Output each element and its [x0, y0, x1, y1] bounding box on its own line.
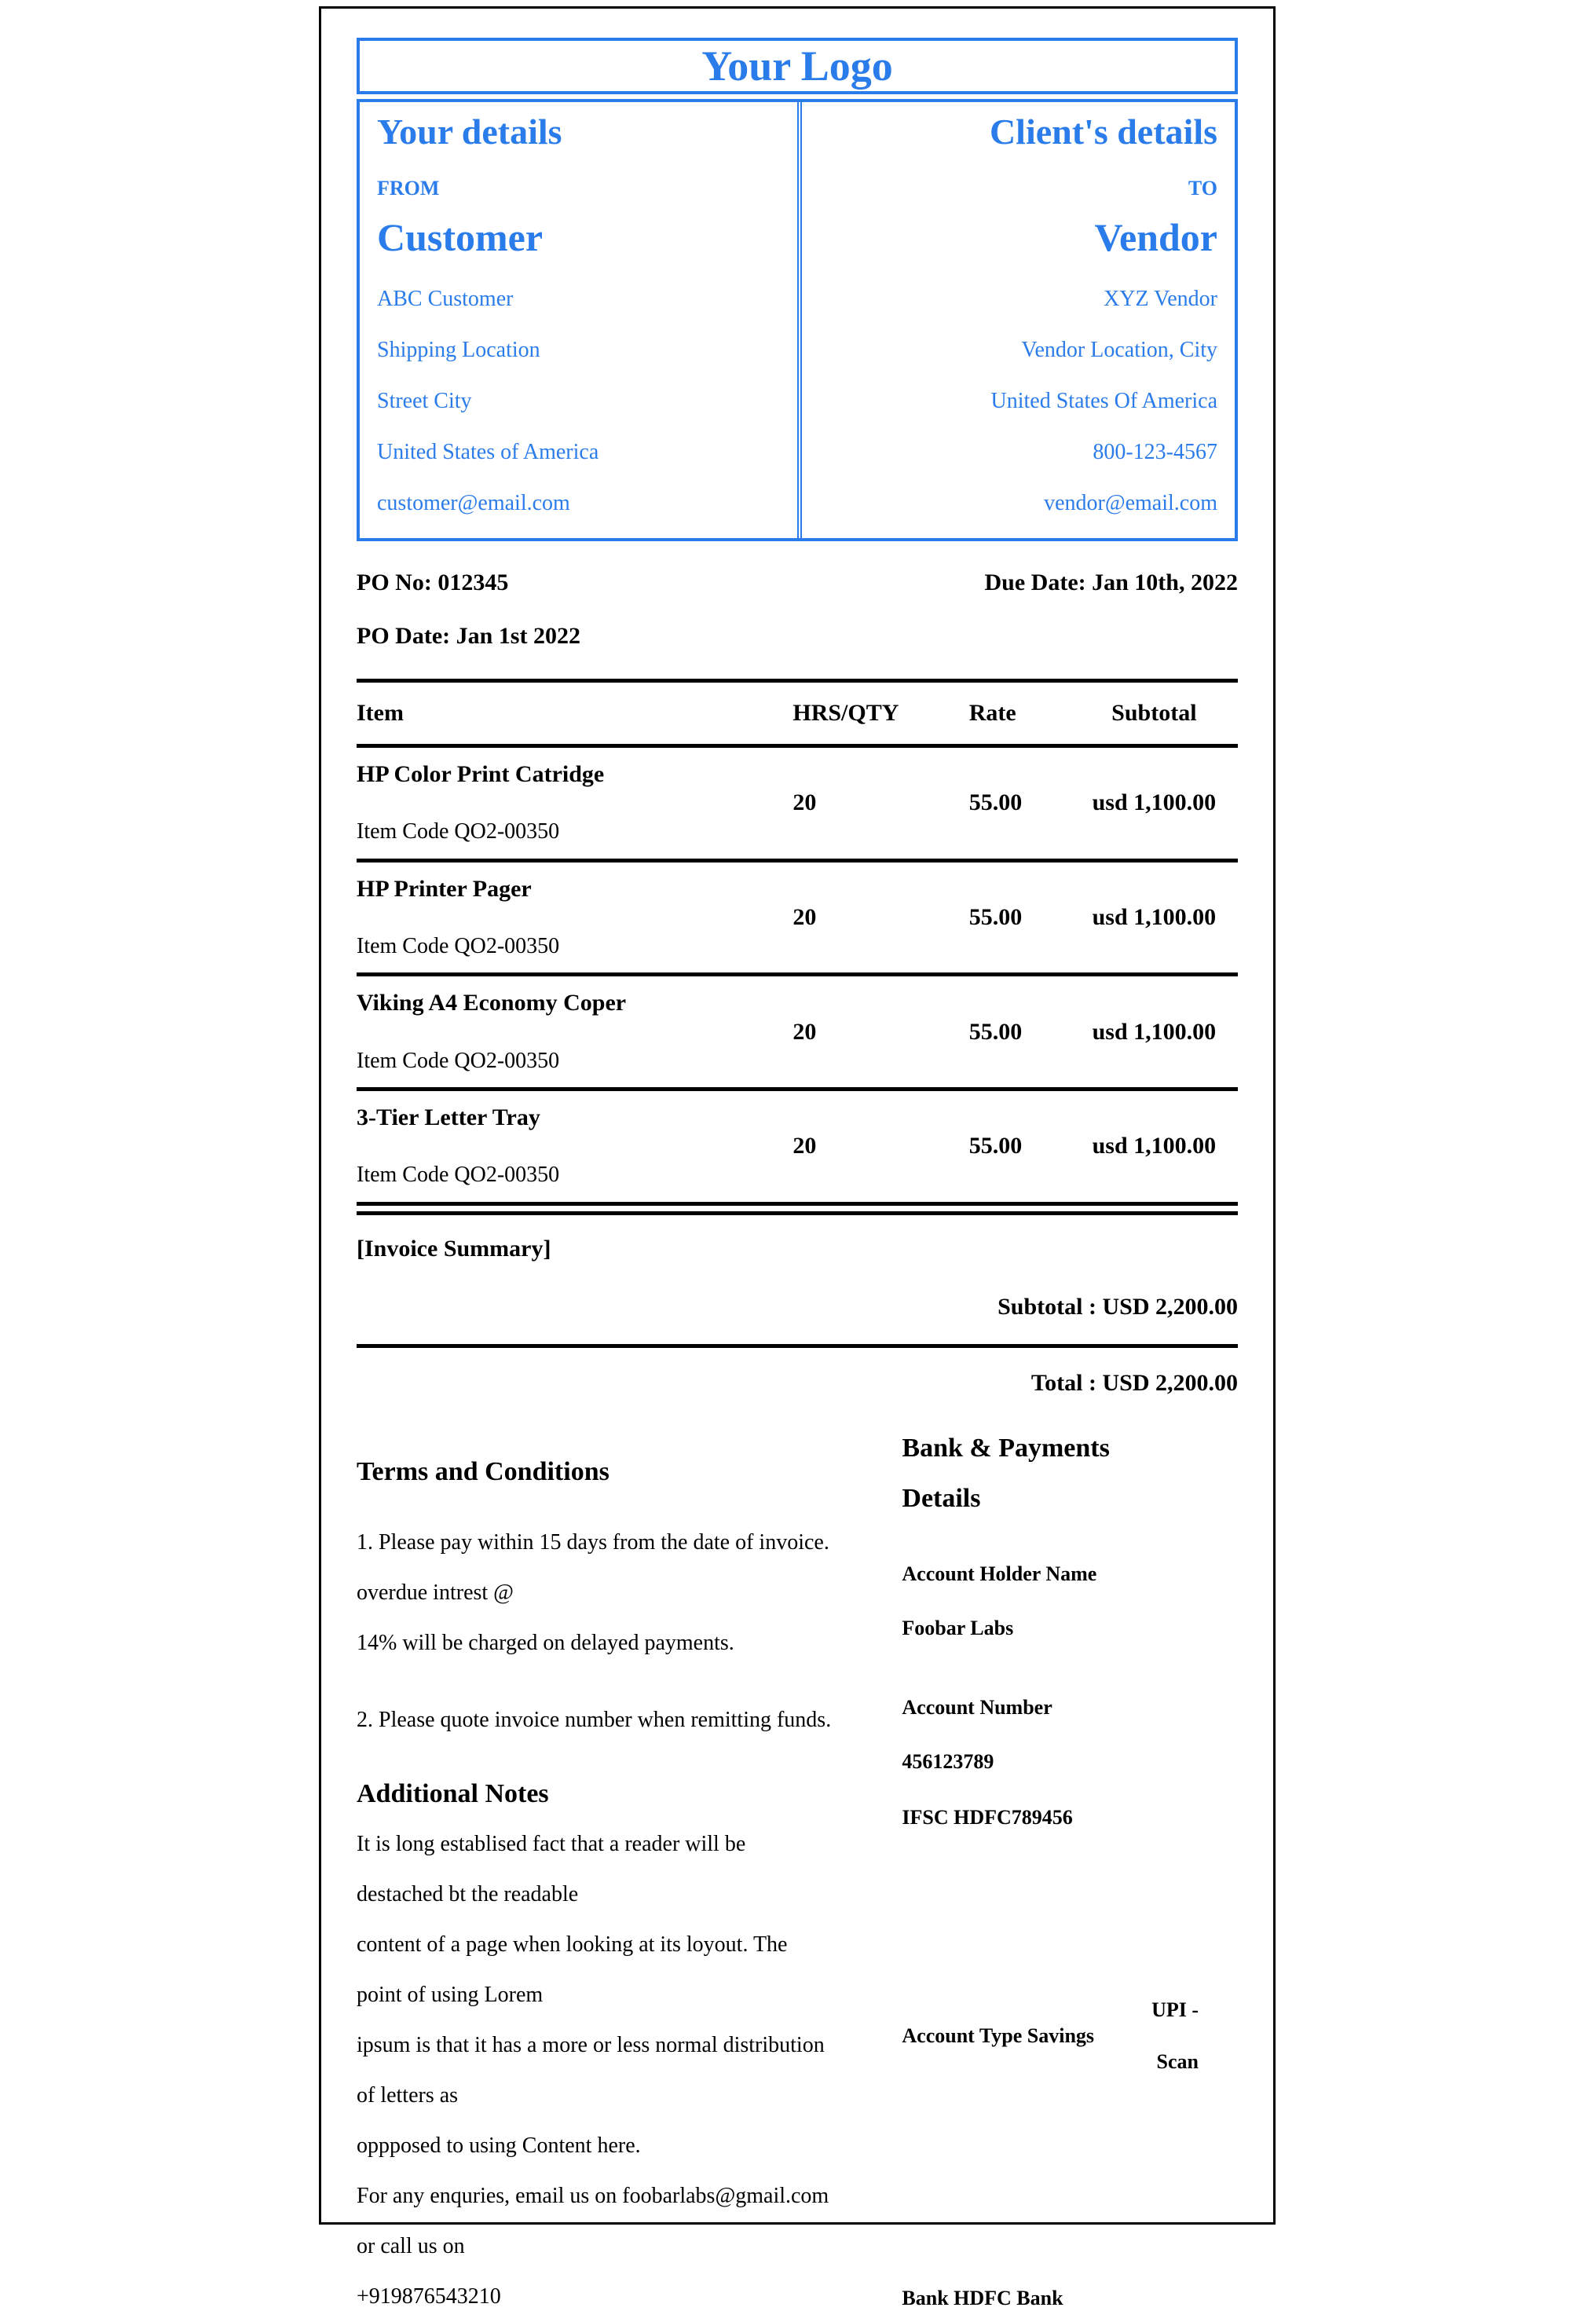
ifsc-value: IFSC HDFC789456	[902, 1806, 1073, 1829]
notes-line: content of a page when looking at its loyout. The	[357, 1932, 788, 1957]
your-details-column	[360, 102, 797, 538]
item-cell	[357, 990, 793, 1074]
vendor-line: United States Of America	[990, 388, 1217, 413]
header-qty: HRS/QTY	[793, 699, 899, 726]
notes-line: It is long establised fact that a reader will be	[357, 1831, 746, 1856]
items-table	[357, 679, 1238, 1215]
customer-line: ABC Customer	[377, 286, 514, 311]
terms-line: 1. Please pay within 15 days from the date of invoice.	[357, 1529, 829, 1555]
to-label: TO	[1188, 176, 1217, 200]
customer-email: customer@email.com	[377, 490, 570, 515]
po-date-row	[357, 623, 1238, 649]
contact-line: For any enquries, email us on foobarlabs@gmail.com	[357, 2183, 829, 2208]
from-label: FROM	[377, 176, 440, 200]
terms-line: 2. Please quote invoice number when remitting funds.	[357, 1707, 832, 1732]
vendor-name: Vendor	[1094, 214, 1217, 259]
header-rate: Rate	[968, 699, 1016, 726]
item-cell	[357, 761, 793, 845]
customer-line: United States of America	[377, 439, 599, 464]
notes-line: of letters as	[357, 2082, 459, 2108]
item-rate: 55.00	[968, 903, 1023, 930]
bank-name-value: Bank HDFC Bank	[902, 2286, 1063, 2309]
item-code: Item Code QO2-00350	[357, 1163, 560, 1188]
account-number-value: 456123789	[902, 1750, 994, 1774]
account-holder-label: Account Holder Name	[902, 1562, 1097, 1585]
item-name: HP Color Print Catridge	[357, 760, 605, 787]
upi-scan-label: UPI - Scan	[1151, 1998, 1199, 2073]
subtotal-amount: Subtotal : USD 2,200.00	[998, 1293, 1238, 1320]
parties-box	[357, 99, 1238, 541]
item-qty: 20	[793, 1018, 817, 1045]
po-date: PO Date: Jan 1st 2022	[357, 622, 580, 649]
additional-notes-title: Additional Notes	[357, 1778, 549, 1808]
table-row	[357, 1091, 1238, 1206]
terms-column	[357, 1423, 861, 2322]
table-row	[357, 748, 1238, 863]
summary-rule	[357, 1344, 1238, 1348]
table-row	[357, 863, 1238, 977]
account-type-row	[902, 1984, 1238, 2088]
client-details-column	[797, 102, 1235, 538]
po-number: PO No: 012345	[357, 569, 509, 595]
vendor-phone: 800-123-4567	[1093, 439, 1217, 464]
contact-phone: +919876543210	[357, 2284, 501, 2309]
vendor-email: vendor@email.com	[1044, 490, 1217, 515]
notes-line: point of using Lorem	[357, 1982, 544, 2007]
bank-title: Bank & Payments Details	[902, 1433, 1110, 1513]
customer-line: Street City	[377, 388, 472, 413]
notes-line: ipsum is that it has a more or less normal distribution	[357, 2032, 825, 2057]
account-type-value: Account Type Savings	[902, 2024, 1095, 2047]
vendor-line: Vendor Location, City	[1021, 337, 1217, 362]
item-code: Item Code QO2-00350	[357, 819, 560, 844]
notes-line: oppposed to using Content here.	[357, 2133, 641, 2158]
header-item: Item	[357, 699, 404, 726]
item-name: Viking A4 Economy Coper	[357, 990, 627, 1016]
item-name: 3-Tier Letter Tray	[357, 1104, 540, 1130]
item-qty: 20	[793, 1133, 817, 1159]
table-bottom-rule	[357, 1211, 1238, 1215]
item-cell	[357, 876, 793, 960]
item-qty: 20	[793, 903, 817, 930]
item-rate: 55.00	[968, 789, 1023, 816]
item-code: Item Code QO2-00350	[357, 1048, 560, 1073]
invoice-summary-label: [Invoice Summary]	[357, 1235, 551, 1262]
item-subtotal: usd 1,100.00	[1092, 1018, 1217, 1045]
customer-line: Shipping Location	[377, 337, 540, 362]
terms-line: overdue intrest @	[357, 1580, 514, 1605]
customer-name: Customer	[377, 214, 544, 259]
item-rate: 55.00	[968, 1018, 1023, 1045]
account-holder-value: Foobar Labs	[902, 1616, 1014, 1639]
vendor-line: XYZ Vendor	[1104, 286, 1217, 311]
item-rate: 55.00	[968, 1133, 1023, 1159]
account-number-label: Account Number	[902, 1696, 1052, 1720]
contact-line: or call us on	[357, 2233, 465, 2258]
logo-box	[357, 38, 1238, 94]
table-header-row	[357, 679, 1238, 748]
logo-text: Your Logo	[701, 42, 893, 90]
item-subtotal: usd 1,100.00	[1092, 1133, 1217, 1159]
header-subtotal: Subtotal	[1111, 699, 1197, 726]
item-qty: 20	[793, 789, 817, 816]
bank-column	[902, 1423, 1238, 2322]
item-subtotal: usd 1,100.00	[1092, 789, 1217, 816]
due-date: Due Date: Jan 10th, 2022	[984, 569, 1238, 595]
terms-line: 14% will be charged on delayed payments.	[357, 1630, 734, 1655]
item-cell	[357, 1104, 793, 1188]
po-row	[357, 570, 1238, 595]
notes-line: destached bt the readable	[357, 1881, 579, 1906]
item-name: HP Printer Pager	[357, 875, 532, 902]
table-row	[357, 976, 1238, 1091]
client-details-title: Client's details	[989, 112, 1217, 152]
total-amount: Total : USD 2,200.00	[1030, 1369, 1238, 1396]
your-details-title: Your details	[377, 112, 562, 152]
footer-columns	[357, 1423, 1238, 2322]
item-code: Item Code QO2-00350	[357, 934, 560, 959]
item-subtotal: usd 1,100.00	[1092, 903, 1217, 930]
terms-title: Terms and Conditions	[357, 1456, 609, 1486]
invoice-page	[319, 6, 1276, 2309]
